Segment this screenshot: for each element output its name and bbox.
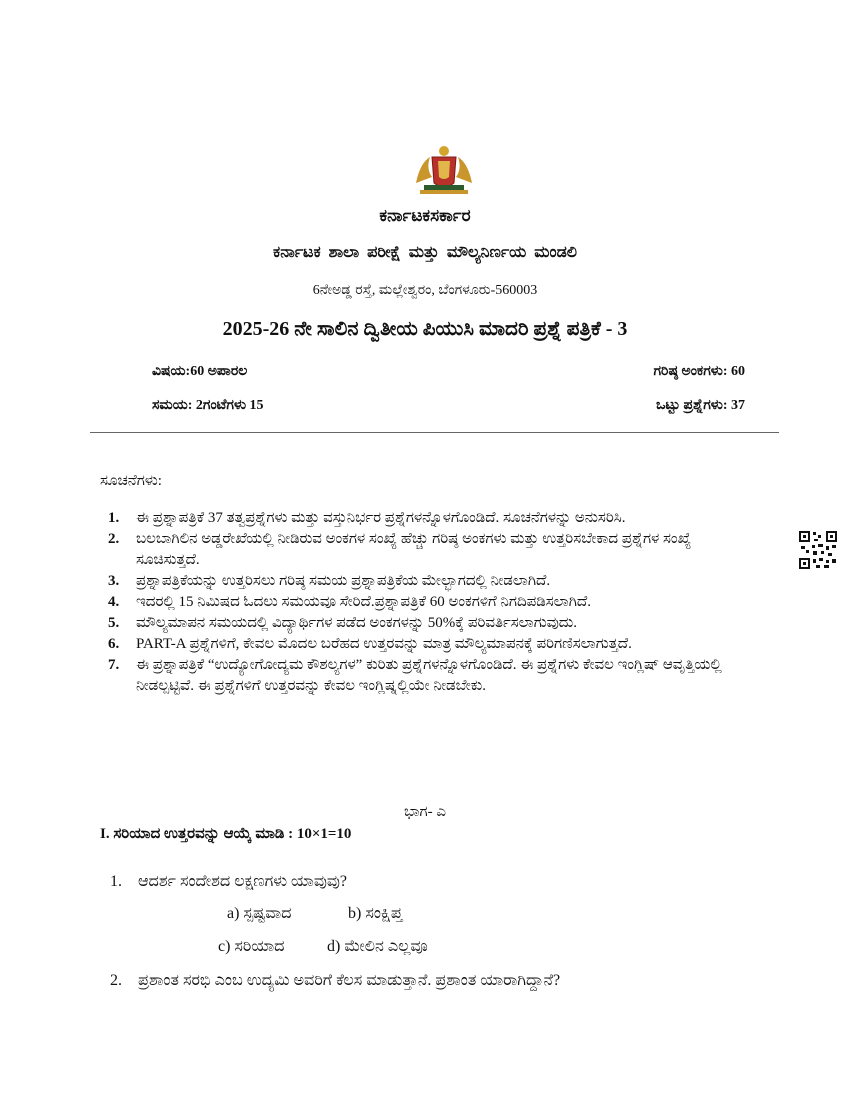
header-divider — [90, 432, 779, 433]
total-questions-label: ಒಟ್ಟು ಪ್ರಶ್ನೆಗಳು: 37 — [655, 398, 745, 413]
question-text: ಆದರ್ಶ ಸಂದೇಶದ ಲಕ್ಷಣಗಳು ಯಾವುವು? — [138, 873, 348, 890]
option-a: a) ಸ್ಪಷ್ಟವಾದ — [227, 905, 292, 922]
instructions-list — [108, 508, 758, 697]
karnataka-emblem-icon — [412, 143, 476, 195]
instruction-item — [108, 613, 758, 634]
instruction-number: 6. — [108, 636, 120, 652]
instruction-item — [108, 655, 758, 697]
qr-code-icon — [798, 530, 838, 570]
question-number: 2. — [110, 972, 122, 989]
question-number: 1. — [110, 873, 122, 890]
instruction-number: 2. — [108, 531, 120, 547]
board-address: 6ನೇಅಡ್ಡ ರಸ್ತೆ, ಮಲ್ಲೇಶ್ವರಂ, ಬೆಂಗಳೂರು-560003 — [312, 283, 538, 298]
option-c: c) ಸರಿಯಾದ — [218, 938, 285, 955]
paper-title: 2025-26 ನೇ ಸಾಲಿನ ದ್ವಿತೀಯ ಪಿಯುಸಿ ಮಾದರಿ ಪ್ರಶ್ನೆ ಪತ್ರಿಕೆ - 3 — [222, 318, 628, 340]
instruction-number: 5. — [108, 615, 120, 631]
instruction-number: 1. — [108, 510, 120, 526]
part-a-label: ಭಾಗ- ಎ — [403, 804, 447, 820]
instruction-item — [108, 592, 758, 613]
government-name: ಕರ್ನಾಟಕಸರ್ಕಾರ — [379, 206, 471, 225]
question-1 — [110, 873, 347, 891]
max-marks-label: ಗರಿಷ್ಠ ಅಂಕಗಳು: 60 — [653, 364, 745, 379]
option-d: d) ಮೇಲಿನ ಎಲ್ಲವೂ — [327, 938, 428, 955]
instruction-number: 7. — [108, 657, 120, 673]
instruction-item — [108, 508, 758, 529]
instructions-title: ಸೂಚನೆಗಳು: — [100, 473, 162, 489]
instruction-number: 3. — [108, 573, 120, 589]
instruction-text: PART-A ಪ್ರಶ್ನೆಗಳಿಗೆ, ಕೇವಲ ಮೊದಲ ಬರೆಹದ ಉತ್ತರವನ್ನು ಮಾತ್ರ ಮೌಲ್ಯಮಾಪನಕ್ಕೆ ಪರಿಗಣಿಸಲಾಗುತ್ತದೆ. — [136, 636, 632, 652]
question-2 — [110, 972, 770, 990]
instruction-text: ಈ ಪ್ರಶ್ನಾಪತ್ರಿಕೆ “ಉದ್ಯೋಗೋದ್ಯಮ ಕೌಶಲ್ಯಗಳ” ಕುರಿತು ಪ್ರಶ್ನೆಗಳನ್ನೊಳಗೊಂಡಿದೆ. ಈ ಪ್ರಶ್ನೆಗಳು ಕೇವಲ ಇಂಗ್ಲಿಷ್ ಆವೃತ್ತಿಯಲ್ಲಿ ನೀಡಲ್ಪಟ್ಟಿವೆ. ಈ ಪ್ರಶ್ನೆಗಳಿಗೆ ಉತ್ತರವನ್ನು ಕೇವಲ ಇಂಗ್ಲಿಷ್ನಲ್ಲಿಯೇ ನೀಡಬೇಕು. — [136, 657, 722, 694]
instruction-text: ಇದರಲ್ಲಿ 15 ನಿಮಿಷದ ಓದಲು ಸಮಯವೂ ಸೇರಿದೆ.ಪ್ರಶ್ನಾಪತ್ರಿಕೆ 60 ಅಂಕಗಳಿಗೆ ನಿಗದಿಪಡಿಸಲಾಗಿದೆ. — [136, 594, 591, 610]
time-label: ಸಮಯ: 2ಗಂಟೆಗಳು 15 — [152, 398, 264, 413]
instruction-text: ಪ್ರಶ್ನಾಪತ್ರಿಕೆಯನ್ನು ಉತ್ತರಿಸಲು ಗರಿಷ್ಠ ಸಮಯ ಪ್ರಶ್ನಾಪತ್ರಿಕೆಯ ಮೇಲ್ಭಾಗದಲ್ಲಿ ನೀಡಲಾಗಿದೆ. — [136, 573, 551, 589]
subject-label: ವಿಷಯ:60 ಅಪಾರಲ — [152, 364, 248, 379]
instruction-text: ಬಲಬಾಗಿಲಿನ ಅಡ್ಡರೇಖೆಯಲ್ಲಿ ನೀಡಿರುವ ಅಂಕಗಳ ಸಂಖ್ಯೆ ಹೆಚ್ಚು ಗರಿಷ್ಠ ಅಂಕಗಳು ಮತ್ತು ಉತ್ತರಿಸಬೇಕಾದ ಪ್ರಶ್ನೆಗಳ ಸಂಖ್ಯೆ ಸೂಚಿಸುತ್ತದೆ. — [136, 531, 692, 568]
section-i-heading: I. ಸರಿಯಾದ ಉತ್ತರವನ್ನು ಆಯ್ಕೆ ಮಾಡಿ : 10×1=10 — [100, 826, 352, 842]
instruction-number: 4. — [108, 594, 120, 610]
question-text: ಪ್ರಶಾಂತ ಸರಭಿ ಎಂಬ ಉದ್ಯಮಿ ಅವರಿಗೆ ಕೆಲಸ ಮಾಡುತ್ತಾನೆ. ಪ್ರಶಾಂತ ಯಾರಾಗಿದ್ದಾನೆ? — [138, 972, 561, 989]
board-name: ಕರ್ನಾಟಕ ಶಾಲಾ ಪರೀಕ್ಷೆ ಮತ್ತು ಮೌಲ್ಯನಿರ್ಣಯ ಮಂಡಲಿ — [273, 244, 577, 261]
instruction-item — [108, 529, 758, 571]
instruction-item — [108, 571, 758, 592]
instruction-item — [108, 634, 758, 655]
option-b: b) ಸಂಕ್ಷಿಪ್ತ — [348, 905, 403, 922]
instruction-text: ಈ ಪ್ರಶ್ನಾಪತ್ರಿಕೆ 37 ತತ್ವಪ್ರಶ್ನೆಗಳು ಮತ್ತು ವಸ್ತುನಿರ್ಭರ ಪ್ರಶ್ನೆಗಳನ್ನೊಳಗೊಂಡಿದೆ. ಸೂಚನೆಗಳನ್ನು ಅನುಸರಿಸಿ. — [136, 510, 626, 526]
instruction-text: ಮೌಲ್ಯಮಾಪನ ಸಮಯದಲ್ಲಿ ವಿದ್ಯಾರ್ಥಿಗಳ ಪಡೆದ ಅಂಕಗಳನ್ನು 50%ಕ್ಕೆ ಪರಿವರ್ತಿಸಲಾಗುವುದು. — [136, 615, 578, 631]
